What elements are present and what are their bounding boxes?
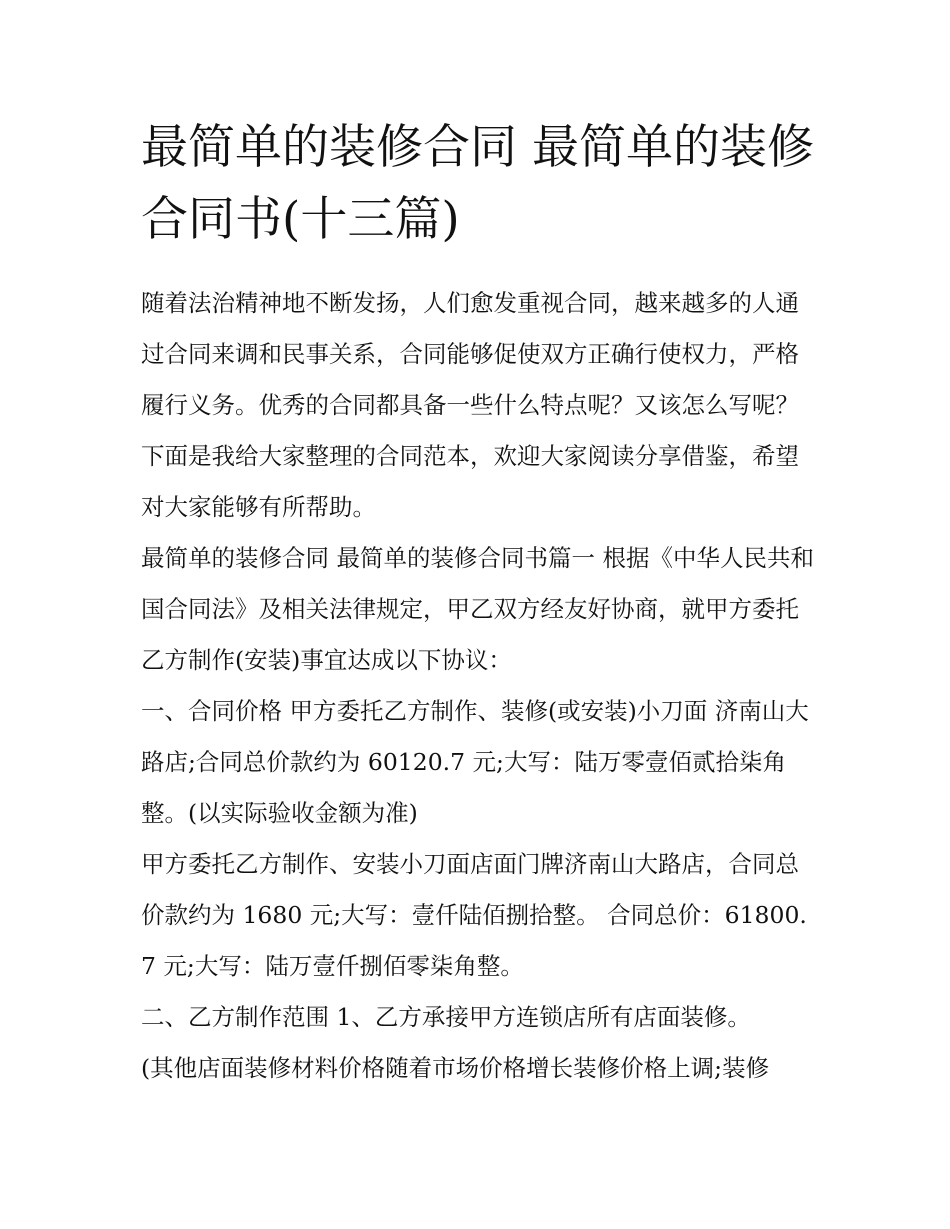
document-body [141, 278, 821, 1094]
paragraph-other-stores: (其他店面装修材料价格随着市场价格增长装修价格上调;装修 [141, 1054, 770, 1082]
paragraph-scope: 二、乙方制作范围 1、乙方承接甲方连锁店所有店面装修。 [141, 1003, 751, 1031]
paragraph-intro: 随着法治精神地不断发扬，人们愈发重视合同，越来越多的人通过合同来调和民事关系，合同能够促使双方正确行使权力，严格履行义务。优秀的合同都具备一些什么特点呢？又该怎么写呢？下面是我给大家整理的合同范本，欢迎大家阅读分享借鉴，希望对大家能够有所帮助。 [141, 289, 799, 521]
document-title: 最简单的装修合同 最简单的装修合同书(十三篇) [141, 120, 814, 247]
paragraph-contract-opening: 最简单的装修合同 最简单的装修合同书篇一 根据《中华人民共和国合同法》及相关法律规定，甲乙双方经友好协商，就甲方委托乙方制作(安装)事宜达成以下协议： [141, 544, 814, 674]
paragraph-contract-price: 一、合同价格 甲方委托乙方制作、装修(或安装)小刀面 济南山大路店;合同总价款约为 60120.7 元;大写：陆万零壹佰贰拾柒角整。(以实际验收金额为准) [141, 697, 809, 827]
paragraph-signboard-price: 甲方委托乙方制作、安装小刀面店面门牌济南山大路店，合同总价款约为 1680 元;大写：壹仟陆佰捌拾整。 合同总价：61800.7 元;大写：陆万壹仟捌佰零柒角整。 [141, 850, 807, 980]
